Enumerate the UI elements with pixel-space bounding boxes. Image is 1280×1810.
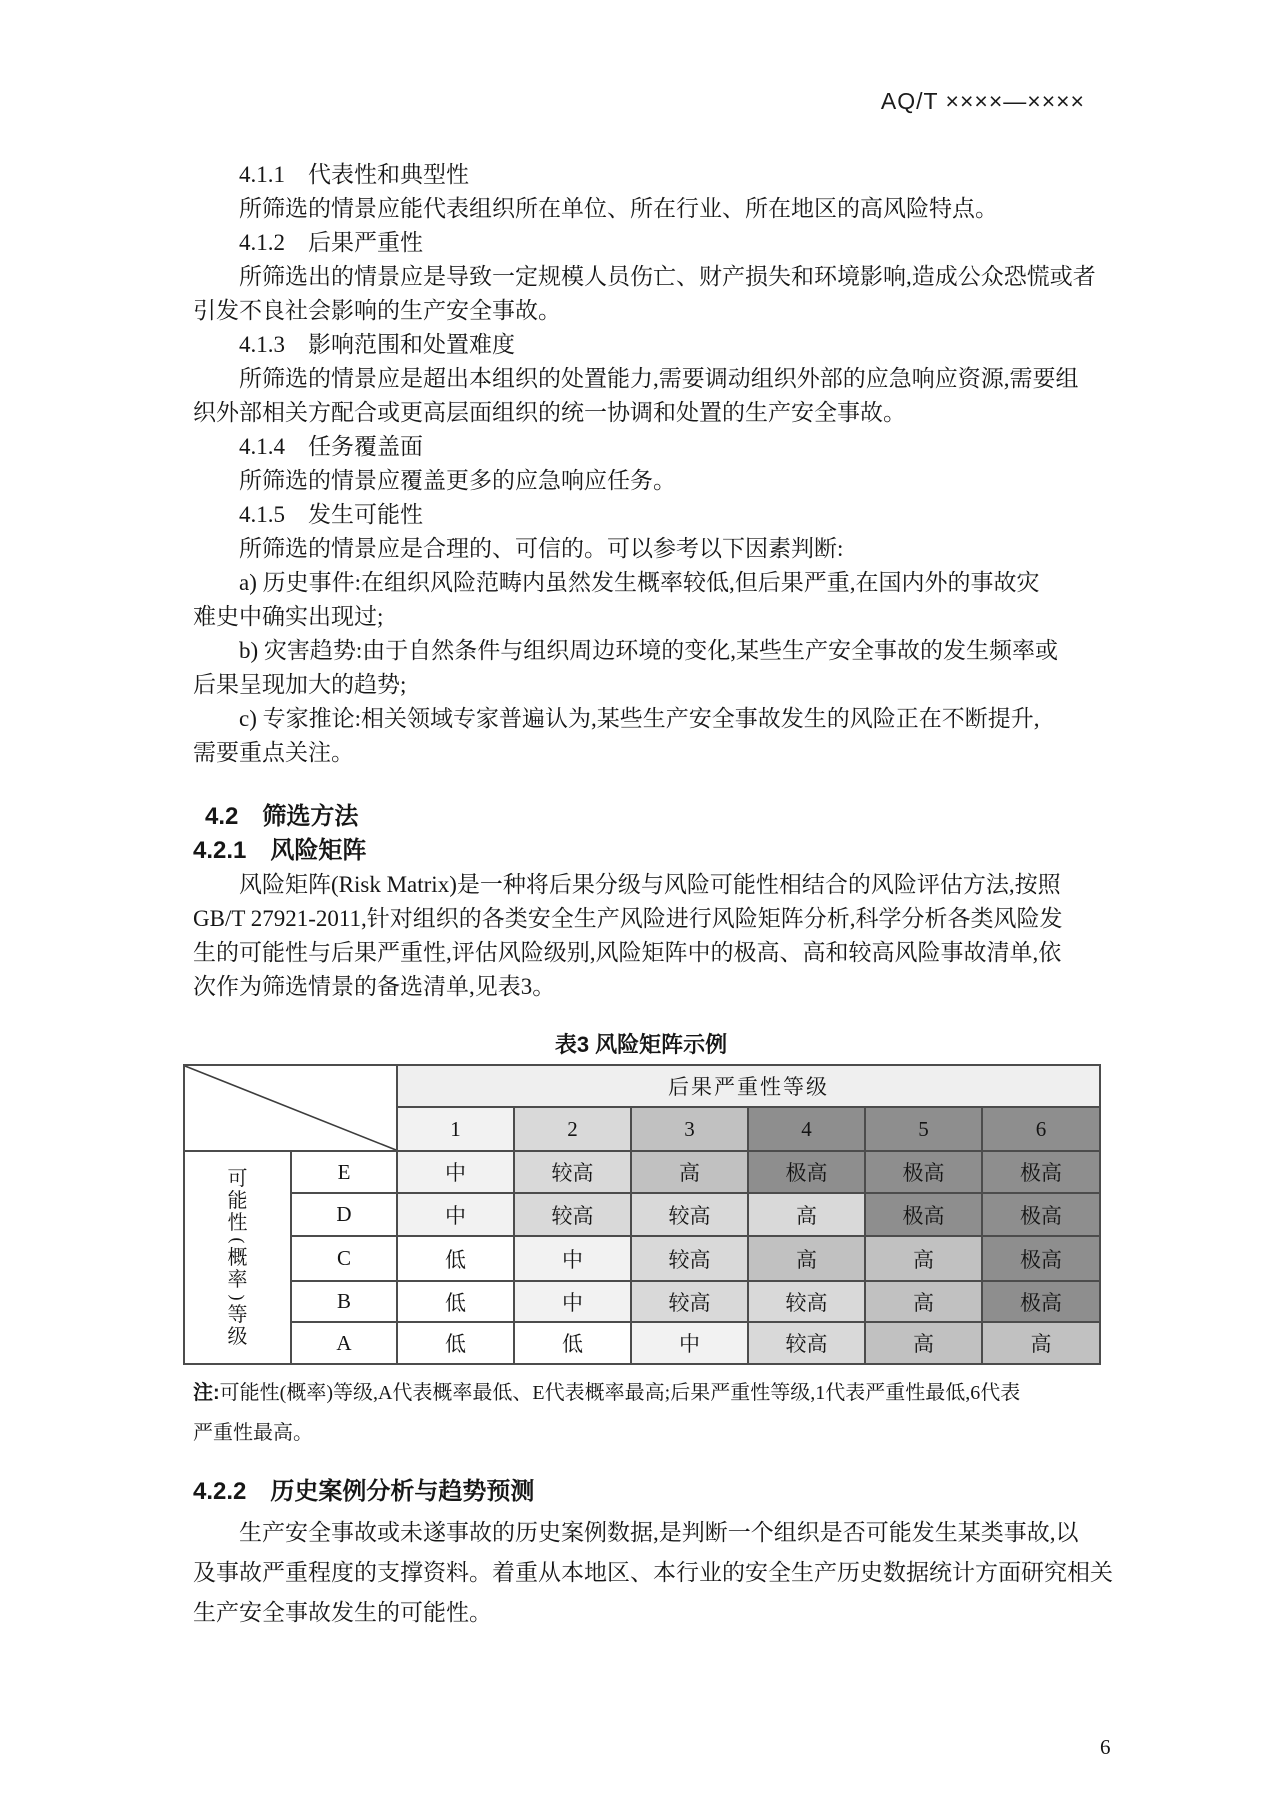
row-level-D: D xyxy=(291,1193,397,1236)
risk-cell-B1: 低 xyxy=(397,1281,514,1322)
list-item-b: b) 灾害趋势:由于自然条件与组织周边环境的变化,某些生产安全事故的发生频率或 xyxy=(239,638,1059,663)
col-header-5: 5 xyxy=(865,1107,982,1151)
page-number: 6 xyxy=(1100,1735,1111,1759)
risk-cell-B5: 高 xyxy=(865,1281,982,1322)
risk-cell-E4: 极高 xyxy=(748,1151,865,1193)
body-line: 所筛选的情景应覆盖更多的应急响应任务。 xyxy=(239,468,676,493)
body-line: 生的可能性与后果严重性,评估风险级别,风险矩阵中的极高、高和较高风险事故清单,依 xyxy=(193,940,1062,965)
body-line: 次作为筛选情景的备选清单,见表3。 xyxy=(193,974,556,999)
risk-cell-A4: 较高 xyxy=(748,1322,865,1364)
heading-4-1-5: 4.1.5 发生可能性 xyxy=(239,502,423,527)
risk-cell-C1: 低 xyxy=(397,1236,514,1281)
risk-cell-C4: 高 xyxy=(748,1236,865,1281)
risk-cell-B3: 较高 xyxy=(631,1281,748,1322)
document-code: AQ/T ××××—×××× xyxy=(880,88,1085,114)
row-level-A: A xyxy=(291,1322,397,1364)
risk-cell-C2: 中 xyxy=(514,1236,631,1281)
col-group-header: 后果严重性等级 xyxy=(397,1065,1100,1107)
body-line: 所筛选的情景应是超出本组织的处置能力,需要调动组织外部的应急响应资源,需要组 xyxy=(239,366,1079,391)
document-body xyxy=(193,158,1113,1633)
body-line: 所筛选的情景应是合理的、可信的。可以参考以下因素判断: xyxy=(239,536,844,561)
body-line: 及事故严重程度的支撑资料。着重从本地区、本行业的安全生产历史数据统计方面研究相关 xyxy=(193,1560,1113,1585)
list-item-b-cont: 后果呈现加大的趋势; xyxy=(193,672,407,697)
risk-cell-E6: 极高 xyxy=(982,1151,1100,1193)
risk-cell-C5: 高 xyxy=(865,1236,982,1281)
risk-cell-C6: 极高 xyxy=(982,1236,1100,1281)
risk-cell-A2: 低 xyxy=(514,1322,631,1364)
row-level-C: C xyxy=(291,1236,397,1281)
list-item-a-cont: 难史中确实出现过; xyxy=(193,604,384,629)
body-line: 所筛选的情景应能代表组织所在单位、所在行业、所在地区的高风险特点。 xyxy=(239,196,998,221)
row-group-label: 可 能 性 ( 概 率 ) 等 级 xyxy=(227,1167,248,1348)
heading-4-1-4: 4.1.4 任务覆盖面 xyxy=(239,434,423,459)
table-note-line-2: 严重性最高。 xyxy=(193,1422,313,1444)
col-header-1: 1 xyxy=(397,1107,514,1151)
risk-cell-E5: 极高 xyxy=(865,1151,982,1193)
risk-cell-D4: 高 xyxy=(748,1193,865,1236)
list-item-a: a) 历史事件:在组织风险范畴内虽然发生概率较低,但后果严重,在国内外的事故灾 xyxy=(239,570,1040,595)
col-header-2: 2 xyxy=(514,1107,631,1151)
note-text: 可能性(概率)等级,A代表概率最低、E代表概率最高;后果严重性等级,1代表严重性最低,6代表 xyxy=(219,1382,1021,1404)
risk-cell-A6: 高 xyxy=(982,1322,1100,1364)
risk-cell-B6: 极高 xyxy=(982,1281,1100,1322)
heading-4-2-2: 4.2.2 历史案例分析与趋势预测 xyxy=(193,1478,535,1505)
risk-cell-A5: 高 xyxy=(865,1322,982,1364)
risk-cell-A3: 中 xyxy=(631,1322,748,1364)
risk-matrix-table xyxy=(183,1064,1101,1365)
risk-cell-D5: 极高 xyxy=(865,1193,982,1236)
risk-cell-D3: 较高 xyxy=(631,1193,748,1236)
col-header-4: 4 xyxy=(748,1107,865,1151)
risk-cell-B2: 中 xyxy=(514,1281,631,1322)
table-note-line-1 xyxy=(193,1373,1113,1413)
risk-cell-D6: 极高 xyxy=(982,1193,1100,1236)
row-level-E: E xyxy=(291,1151,397,1193)
risk-cell-E1: 中 xyxy=(397,1151,514,1193)
heading-4-1-2: 4.1.2 后果严重性 xyxy=(239,230,423,255)
body-line: 风险矩阵(Risk Matrix)是一种将后果分级与风险可能性相结合的风险评估方法,按照 xyxy=(239,872,1061,897)
risk-cell-B4: 较高 xyxy=(748,1281,865,1322)
body-line: 生产安全事故或未遂事故的历史案例数据,是判断一个组织是否可能发生某类事故,以 xyxy=(239,1520,1079,1545)
col-header-3: 3 xyxy=(631,1107,748,1151)
body-line: 引发不良社会影响的生产安全事故。 xyxy=(193,298,561,323)
body-line: 织外部相关方配合或更高层面组织的统一协调和处置的生产安全事故。 xyxy=(193,400,906,425)
list-item-c-cont: 需要重点关注。 xyxy=(193,740,354,765)
row-group-header xyxy=(184,1151,291,1364)
risk-cell-D2: 较高 xyxy=(514,1193,631,1236)
heading-4-2-1: 4.2.1 风险矩阵 xyxy=(193,837,367,864)
body-line: 生产安全事故发生的可能性。 xyxy=(193,1600,492,1625)
risk-cell-E3: 高 xyxy=(631,1151,748,1193)
corner-cell xyxy=(184,1065,397,1151)
risk-cell-A1: 低 xyxy=(397,1322,514,1364)
note-prefix: 注: xyxy=(193,1382,220,1404)
body-line: 所筛选出的情景应是导致一定规模人员伤亡、财产损失和环境影响,造成公众恐慌或者 xyxy=(239,264,1096,289)
row-level-B: B xyxy=(291,1281,397,1322)
diagonal-line xyxy=(185,1066,396,1150)
body-line: GB/T 27921-2011,针对组织的各类安全生产风险进行风险矩阵分析,科学分析各类风险发 xyxy=(193,906,1063,931)
heading-4-1-1: 4.1.1 代表性和典型性 xyxy=(239,162,469,187)
risk-cell-D1: 中 xyxy=(397,1193,514,1236)
col-header-6: 6 xyxy=(982,1107,1100,1151)
table-title: 表3 风险矩阵示例 xyxy=(554,1032,728,1057)
list-item-c: c) 专家推论:相关领域专家普遍认为,某些生产安全事故发生的风险正在不断提升, xyxy=(239,706,1040,731)
risk-cell-E2: 较高 xyxy=(514,1151,631,1193)
heading-4-1-3: 4.1.3 影响范围和处置难度 xyxy=(239,332,515,357)
heading-4-2: 4.2 筛选方法 xyxy=(205,803,359,830)
risk-cell-C3: 较高 xyxy=(631,1236,748,1281)
